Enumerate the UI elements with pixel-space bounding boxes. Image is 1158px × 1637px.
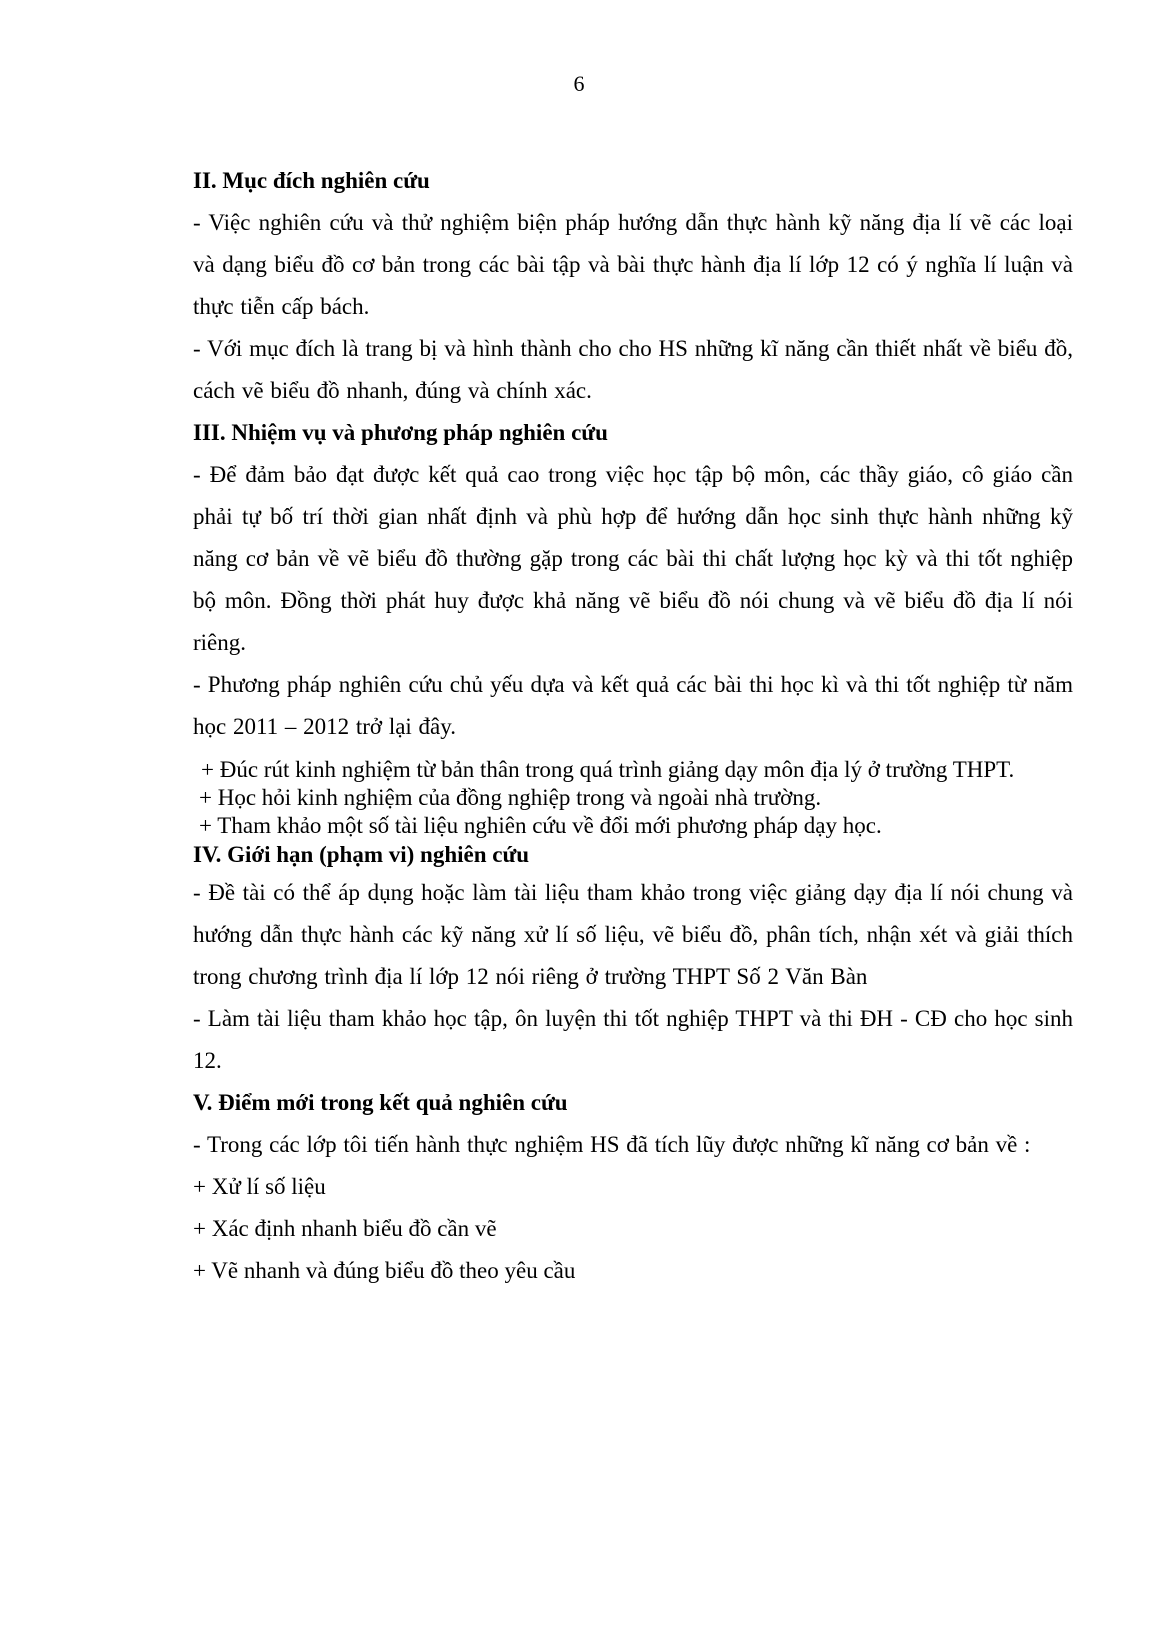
paragraph: - Việc nghiên cứu và thử nghiệm biện pháp hướng dẫn thực hành kỹ năng địa lí vẽ các loại và dạng biểu đồ cơ bản trong các bài tập và bài thực hành địa lí lớp 12 có ý nghĩa lí luận và thực tiễn cấp bách. bbox=[193, 210, 1073, 319]
paragraph: - Trong các lớp tôi tiến hành thực nghiệm HS đã tích lũy được những kĩ năng cơ bản về : bbox=[193, 1132, 1031, 1157]
list-item: + Xác định nhanh biểu đồ cần vẽ bbox=[193, 1216, 497, 1241]
paragraph: - Với mục đích là trang bị và hình thành cho cho HS những kĩ năng cần thiết nhất về biểu đồ, cách vẽ biểu đồ nhanh, đúng và chính xác. bbox=[193, 336, 1073, 403]
paragraph: - Phương pháp nghiên cứu chủ yếu dựa và kết quả các bài thi học kì và thi tốt nghiệp từ năm học 2011 – 2012 trở lại đây. bbox=[193, 672, 1073, 739]
list-item: + Xử lí số liệu bbox=[193, 1174, 326, 1199]
paragraph: - Để đảm bảo đạt được kết quả cao trong việc học tập bộ môn, các thầy giáo, cô giáo cần phải tự bố trí thời gian nhất định và phù hợp để hướng dẫn học sinh thực hành những kỹ năng cơ bản về vẽ biểu đồ thường gặp trong các bài thi chất lượng học kỳ và thi tốt nghiệp bộ môn. Đồng thời phát huy được khả năng vẽ biểu đồ nói chung và vẽ biểu đồ địa lí nói riêng. bbox=[193, 462, 1073, 655]
page-number: 6 bbox=[573, 71, 585, 96]
bullet-item: + Đúc rút kinh nghiệm từ bản thân trong quá trình giảng dạy môn địa lý ở trường THPT. bbox=[201, 757, 1015, 782]
section-heading-scope: IV. Giới hạn (phạm vi) nghiên cứu bbox=[193, 842, 530, 867]
paragraph: - Làm tài liệu tham khảo học tập, ôn luyện thi tốt nghiệp THPT và thi ĐH - CĐ cho học sinh 12. bbox=[193, 1006, 1073, 1073]
section-heading-tasks: III. Nhiệm vụ và phương pháp nghiên cứu bbox=[193, 420, 608, 445]
bullet-item: + Tham khảo một số tài liệu nghiên cứu về đổi mới phương pháp dạy học. bbox=[199, 813, 882, 838]
section-heading-purpose: II. Mục đích nghiên cứu bbox=[193, 168, 430, 193]
bullet-item: + Học hỏi kinh nghiệm của đồng nghiệp trong và ngoài nhà trường. bbox=[199, 785, 822, 810]
paragraph: - Đề tài có thể áp dụng hoặc làm tài liệu tham khảo trong việc giảng dạy địa lí nói chung và hướng dẫn thực hành các kỹ năng xử lí số liệu, vẽ biểu đồ, phân tích, nhận xét và giải thích trong chương trình địa lí lớp 12 nói riêng ở trường THPT Số 2 Văn Bàn bbox=[193, 880, 1073, 989]
document-body bbox=[193, 160, 1073, 1292]
list-item: + Vẽ nhanh và đúng biểu đồ theo yêu cầu bbox=[193, 1258, 576, 1283]
section-heading-novelty: V. Điểm mới trong kết quả nghiên cứu bbox=[193, 1090, 568, 1115]
